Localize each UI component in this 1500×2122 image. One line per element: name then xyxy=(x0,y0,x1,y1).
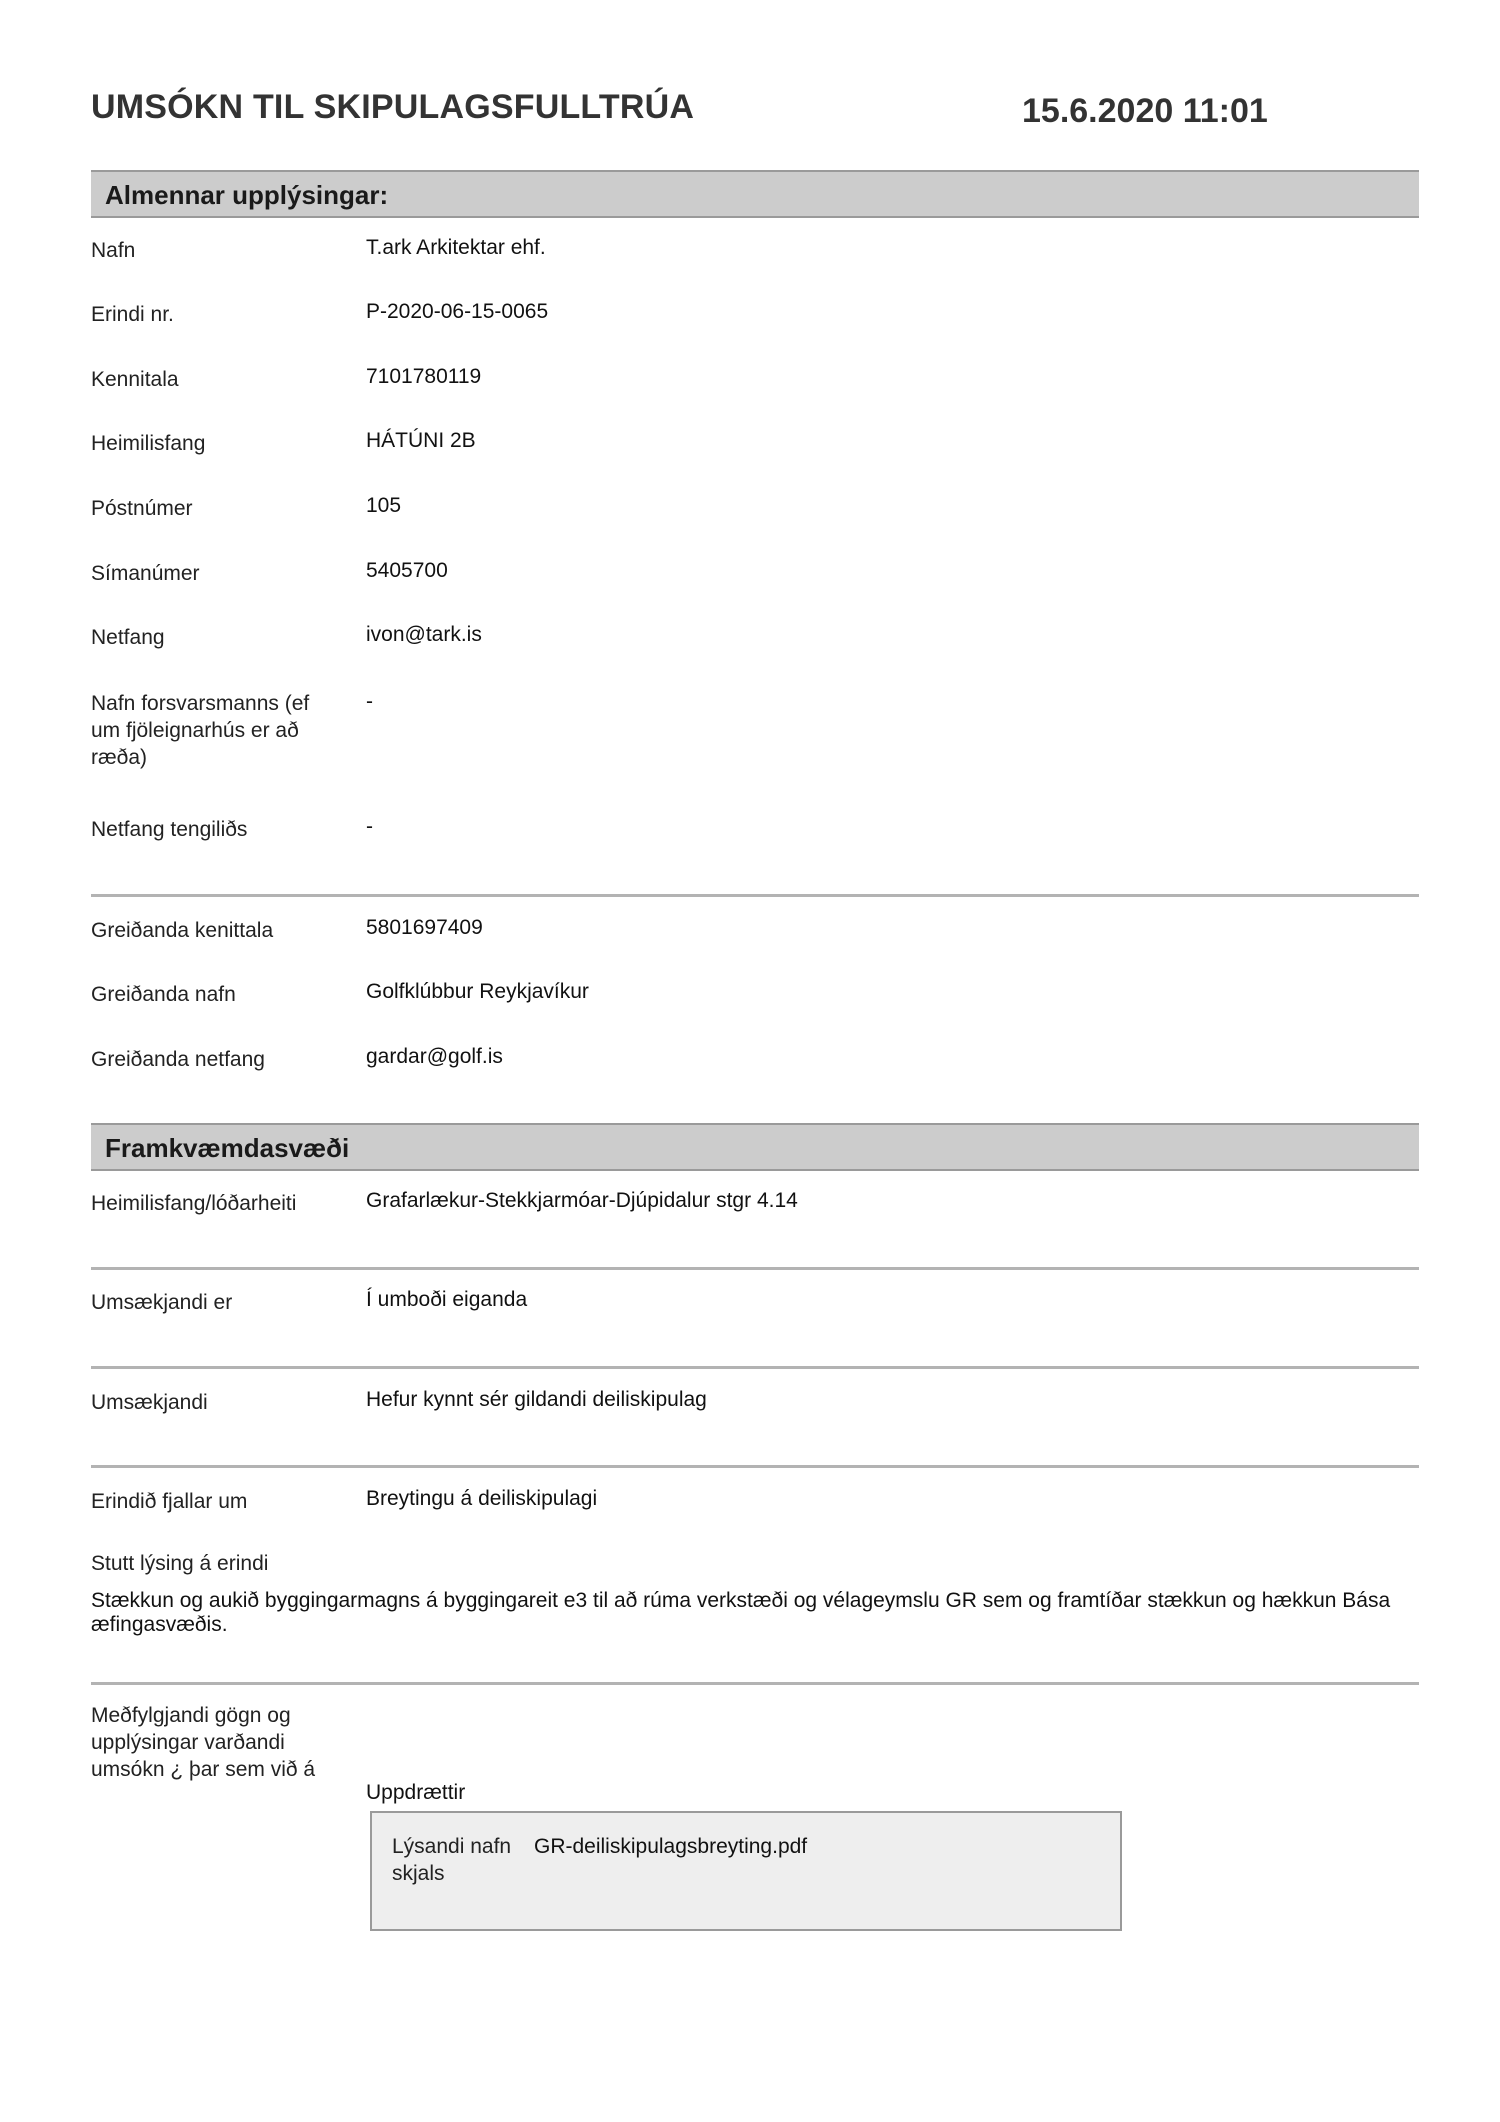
attachments-label: Meðfylgjandi gögn og upplýsingar varðandi umsókn ¿ þar sem við á xyxy=(91,1704,316,1781)
divider xyxy=(91,894,1419,897)
field-label-name: Nafn xyxy=(91,239,136,262)
field-value-case-number: P-2020-06-15-0065 xyxy=(366,300,549,323)
attachment-file-box xyxy=(370,1811,1122,1931)
section-title-project: Framkvæmdasvæði xyxy=(105,1133,350,1163)
field-value-address: HÁTÚNI 2B xyxy=(366,429,476,452)
divider xyxy=(91,1682,1419,1685)
field-label-postal-code: Póstnúmer xyxy=(91,497,193,520)
short-description-label: Stutt lýsing á erindi xyxy=(91,1552,269,1575)
field-value-applicant: Hefur kynnt sér gildandi deiliskipulag xyxy=(366,1388,707,1411)
submission-timestamp: 15.6.2020 11:01 xyxy=(1022,92,1268,130)
field-value-email: ivon@tark.is xyxy=(366,623,482,646)
field-label-phone: Símanúmer xyxy=(91,562,200,585)
short-description-text: Stækkun og aukið byggingarmagns á byggingareit e3 til að rúma verkstæði og vélageymslu GR sem og framtíðar stækkun og hækkun Bása æfingasvæðis. xyxy=(91,1589,1391,1636)
file-name-value[interactable]: GR-deiliskipulagsbreyting.pdf xyxy=(534,1835,808,1858)
field-label-payer-email: Greiðanda netfang xyxy=(91,1048,265,1071)
field-label-payer-id: Greiðanda kenittala xyxy=(91,919,274,942)
attachments-group-title: Uppdrættir xyxy=(366,1781,466,1804)
field-value-payer-name: Golfklúbbur Reykjavíkur xyxy=(366,980,589,1003)
field-value-name: T.ark Arkitektar ehf. xyxy=(366,236,546,259)
field-label-case-about: Erindið fjallar um xyxy=(91,1490,248,1513)
field-label-payer-name: Greiðanda nafn xyxy=(91,983,236,1006)
section-title-general: Almennar upplýsingar: xyxy=(105,180,389,210)
field-value-contact-email: - xyxy=(366,815,373,838)
field-value-applicant-is: Í umboði eiganda xyxy=(366,1288,528,1311)
field-value-case-about: Breytingu á deiliskipulagi xyxy=(366,1487,598,1510)
field-value-payer-email: gardar@golf.is xyxy=(366,1045,503,1068)
field-label-applicant-is: Umsækjandi er xyxy=(91,1291,233,1314)
field-value-payer-id: 5801697409 xyxy=(366,916,483,939)
field-label-case-number: Erindi nr. xyxy=(91,303,174,326)
divider xyxy=(91,1366,1419,1369)
field-label-email: Netfang xyxy=(91,626,165,649)
section-header-project xyxy=(91,1123,1419,1171)
field-value-kennitala: 7101780119 xyxy=(366,365,482,388)
field-label-kennitala: Kennitala xyxy=(91,368,179,391)
field-value-phone: 5405700 xyxy=(366,559,448,582)
field-value-representative: - xyxy=(366,690,373,713)
field-label-lot: Heimilisfang/lóðarheiti xyxy=(91,1192,297,1215)
divider xyxy=(91,1465,1419,1468)
field-label-representative: Nafn forsvarsmanns (ef um fjöleignarhús er að ræða) xyxy=(91,692,310,769)
page-title: UMSÓKN TIL SKIPULAGSFULLTRÚA xyxy=(91,88,695,126)
field-value-postal-code: 105 xyxy=(366,494,402,517)
field-label-address: Heimilisfang xyxy=(91,432,206,455)
file-name-label: Lýsandi nafn skjals xyxy=(392,1835,512,1885)
field-label-applicant: Umsækjandi xyxy=(91,1391,208,1414)
field-value-lot: Grafarlækur-Stekkjarmóar-Djúpidalur stgr 4.14 xyxy=(366,1189,798,1212)
section-header-general xyxy=(91,170,1419,218)
field-label-contact-email: Netfang tengiliðs xyxy=(91,818,248,841)
divider xyxy=(91,1267,1419,1270)
